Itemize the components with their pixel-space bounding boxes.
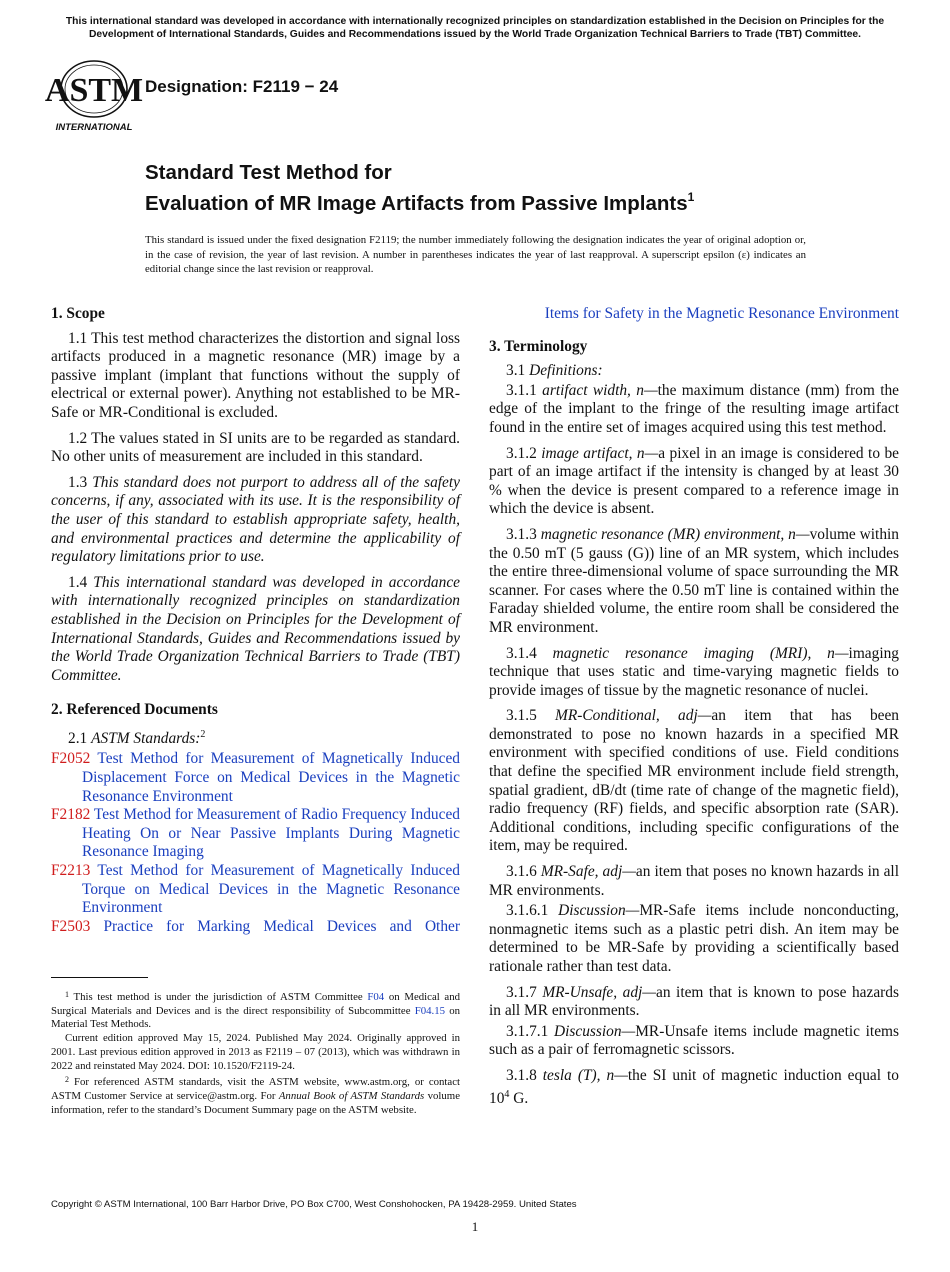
term-3-1-7: 3.1.7 MR-Unsafe, adj—an item that is known to pose hazards in all MR environments. (489, 983, 899, 1020)
term-3-1-7-1: 3.1.7.1 Discussion—MR-Unsafe items include magnetic items such as a pair of ferromagnetic scissors. (489, 1022, 899, 1059)
logo-letters: ASTM (44, 72, 144, 109)
footnote-1-edition: Current edition approved May 15, 2024. Published May 2024. Originally approved in 2001. Last previous edition approved in 2013 as F2119 – 07 (2013), which was withdrawn in 2022 and reinstated May 2024. DOI: 10.1520/F2119-24. (51, 1032, 460, 1072)
ref-f2503-continued[interactable]: Items for Safety in the Magnetic Resonance Environment (544, 305, 899, 322)
footnote-2: $^2$ For referenced ASTM standards, visit the ASTM website, www.astm.org, or contact ASTM Customer Service at service@astm.org. For Annual Book of ASTM Standards volume information, refer to the standard’s Document Summary page on the ASTM website. (51, 1075, 460, 1116)
terminology-heading: 3. Terminology (489, 337, 588, 355)
title-line2: Evaluation of MR Image Artifacts from Passive Implants$^1$ (145, 190, 695, 215)
left-column (51, 305, 460, 936)
term-3-1-8: 3.1.8 tesla (T), n—the SI unit of magnetic induction equal to 10$^4$ G. (489, 1066, 899, 1107)
term-3-1-4: 3.1.4 magnetic resonance imaging (MRI), n—imaging technique that uses static and time-varying magnetic fields to provide images of tissue by the magnetic resonance of nuclei. (489, 644, 899, 699)
astm-logo (44, 57, 144, 133)
copyright: Copyright © ASTM International, 100 Barr Harbor Drive, PO Box C700, West Conshohocken, PA 19428-2959. United States (51, 1199, 577, 1210)
logo-org: INTERNATIONAL (55, 122, 133, 133)
footnotes (51, 988, 460, 1117)
ref-f2213[interactable]: F2213 Test Method for Measurement of Magnetically Induced Torque on Medical Devices in the Magnetic Resonance Environment (51, 862, 460, 917)
term-3-1-3: 3.1.3 magnetic resonance (MR) environment, n—volume within the 0.50 mT (5 gauss (G)) line of an MR system, which includes the entire three-dimensional volume of space surrounding the MR scanner. For cases where the 0.50 mT line is contained within the Faraday shielded volume, the entire room shall be considered the MR environment. (489, 525, 899, 636)
term-3-1-1: 3.1.1 artifact width, n—the maximum distance (mm) from the edge of the implant to the fringe of the resulting image artifact found in the entire set of images acquired using this test method. (489, 381, 899, 436)
referenced-heading: 2. Referenced Documents (51, 701, 218, 719)
para-1-1: 1.1 This test method characterizes the distortion and signal loss artifacts produced in a magnetic resonance (MR) image by a passive implant (implant that functions without the supply of electrical or external power). Anything not established to be MR-Safe or MR-Conditional is excluded. (51, 329, 460, 421)
para-1-2: 1.2 The values stated in SI units are to be regarded as standard. No other units of measurement are included in this standard. (51, 429, 460, 466)
title-line1: Standard Test Method for (145, 161, 392, 184)
top-notice: This international standard was developed in accordance with internationally recognized principles on standardization established in the Decision on Principles for the Development of International Standards, Guides and Recommendations issued by the World Trade Organization Technical Barriers to Trade (TBT) Committee. (65, 16, 885, 40)
para-1-3: 1.3 This standard does not purport to address all of the safety concerns, if any, associated with its use. It is the responsibility of the user of this standard to establish appropriate safety, health, and environmental practices and determine the applicability of regulatory limitations prior to use. (51, 473, 460, 566)
term-3-1-6-1: 3.1.6.1 Discussion—MR-Safe items include nonconducting, nonmagnetic items such as a plastic petri dish. An item may be determined to be MR-Safe by providing a scientifically based rationale rather than test data. (489, 902, 899, 975)
astm-standards-label: 2.1 ASTM Standards:$^2$ (68, 728, 206, 747)
term-3-1-2: 3.1.2 image artifact, n—a pixel in an image is considered to be part of an image artifact if the intensity is changed by at least 30 % when the device is present compared to a reference image in which the device is absent. (489, 444, 899, 518)
right-column (489, 305, 899, 1115)
issued-note: This standard is issued under the fixed designation F2119; the number immediately following the designation indicates the year of original adoption or, in the case of revision, the year of last revision. A number in parentheses indicates the year of last reapproval. A superscript epsilon (ε) indicates an editorial change since the last revision or reapproval. (145, 234, 806, 275)
ref-f2182[interactable]: F2182 Test Method for Measurement of Radio Frequency Induced Heating On or Near Passive Implants During Magnetic Resonance Imaging (51, 806, 460, 861)
designation: Designation: F2119 − 24 (145, 77, 339, 96)
ref-f2052[interactable]: F2052 Test Method for Measurement of Magnetically Induced Displacement Force on Medical Devices in the Magnetic Resonance Environment (51, 750, 460, 805)
definitions-label: 3.1 Definitions: (506, 362, 603, 380)
title-block (145, 160, 905, 216)
footnote-divider (51, 977, 148, 978)
committee-f04-link[interactable]: F04 (367, 991, 385, 1003)
subcommittee-f04-15-link[interactable]: F04.15 (414, 1004, 446, 1017)
term-3-1-5: 3.1.5 MR-Conditional, adj—an item that has been demonstrated to pose no known hazards in a specified MR environment with specified conditions of use. Field conditions that define the specified MR environment include field strength, spatial gradient, dB/dt (time rate of change of the magnetic field), radio frequency (RF) fields, and specific absorption rate (SAR). Additional conditions, including specific configurations of the item, may be required. (489, 707, 899, 855)
ref-f2503[interactable]: F2503 Practice for Marking Medical Devices and Other (51, 917, 460, 935)
footnote-1: $^1$ This test method is under the jurisdiction of ASTM Committee F04 on Medical and Surgical Materials and Devices and is the direct responsibility of Subcommittee F04.15 on Material Test Methods. (51, 990, 461, 1031)
term-3-1-6: 3.1.6 MR-Safe, adj—an item that poses no known hazards in all MR environments. (489, 863, 899, 899)
scope-heading: 1. Scope (51, 305, 105, 322)
page-number: 1 (471, 1219, 479, 1234)
para-1-4: 1.4 This international standard was developed in accordance with internationally recognized principles on standardization established in the Decision on Principles for the Development of International Standards, Guides and Recommendations issued by the World Trade Organization Technical Barriers to Trade (TBT) Committee. (51, 573, 460, 684)
title-footnote-mark: 1 (687, 190, 695, 204)
